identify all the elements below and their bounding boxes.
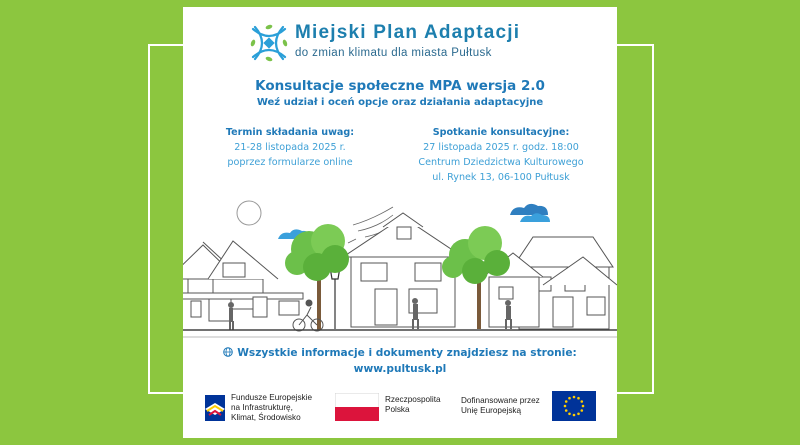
deadline-date: 21-28 listopada 2025 r. (234, 142, 346, 153)
eu-star (580, 409, 583, 412)
meeting-address: ul. Rynek 13, 06-100 Pułtusk (432, 172, 570, 183)
meeting-date: 27 listopada 2025 r. godz. 18:00 (423, 142, 579, 153)
meeting-venue: Centrum Dziedzictwa Kulturowego (418, 157, 584, 168)
republic-text: Rzeczpospolita Polska (385, 395, 441, 414)
eu-funds-logo-icon (203, 393, 227, 423)
eu-star (564, 405, 567, 408)
eu-star (580, 400, 583, 403)
eu-star (582, 405, 585, 408)
eu-star (577, 412, 580, 415)
header-title: Miejski Plan Adaptacji (295, 22, 521, 43)
header-logo (249, 23, 569, 67)
frame-line-right (616, 44, 654, 394)
header-subtitle: do zmian klimatu dla miasta Pułtusk (295, 47, 492, 59)
website-link[interactable]: www.pultusk.pl (353, 363, 447, 375)
eu-star (568, 412, 571, 415)
town-illustration (183, 197, 617, 342)
eu-funds-text: Fundusze Europejskie na Infrastrukturę, Klimat, Środowisko (231, 393, 313, 422)
deadline-method: poprzez formularze online (227, 157, 353, 168)
headline-title: Konsultacje społeczne MPA wersja 2.0 (255, 78, 545, 94)
mpa-logo-icon (249, 23, 289, 63)
eu-cofund-text: Dofinansowane przez Unię Europejską (461, 396, 540, 415)
eu-flag-icon (552, 391, 596, 421)
globe-icon (223, 347, 233, 357)
deadline-block (190, 125, 390, 170)
eu-star (568, 397, 571, 400)
storm-cloud-icon (510, 204, 550, 222)
eu-star (573, 396, 576, 399)
meeting-block (401, 125, 601, 185)
poster (183, 7, 617, 438)
frame-line-left (148, 44, 186, 394)
eu-star (565, 400, 568, 403)
eu-star (577, 397, 580, 400)
info-line (183, 347, 617, 359)
sun-icon (237, 201, 261, 225)
poland-flag-icon (335, 393, 379, 421)
eu-star (573, 414, 576, 417)
meeting-label: Spotkanie konsultacyjne: (432, 127, 570, 138)
eu-star (565, 409, 568, 412)
info-text: Wszystkie informacje i dokumenty znajdziesz na stronie: (237, 347, 577, 359)
deadline-label: Termin składania uwag: (225, 127, 355, 138)
headline-subtitle: Weź udział i oceń opcje oraz działania adaptacyjne (256, 97, 544, 108)
